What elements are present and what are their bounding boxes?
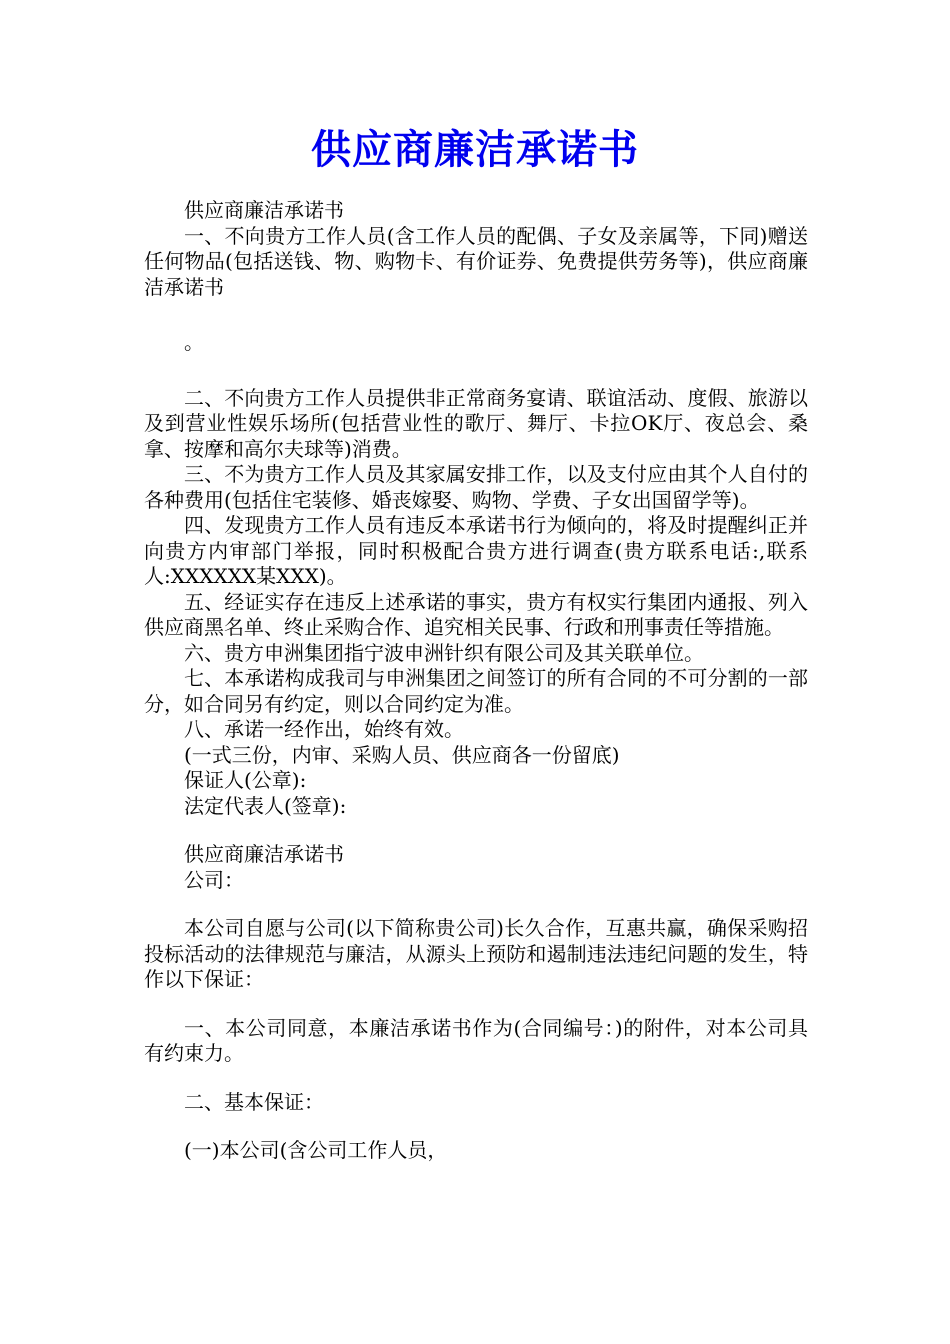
paragraph: 二、基本保证： [184,1089,324,1114]
paragraph: 一、本公司同意，本廉洁承诺书作为(合同编号：)的附件，对本公司具有约束力。 [144,1015,808,1065]
paragraph: 六、贵方申洲集团指宁波申洲针织有限公司及其关联单位。 [184,640,704,665]
paragraph: 七、本承诺构成我司与申洲集团之间签订的所有合同的不可分割的一部分，如合同另有约定，则以合同约定为准。 [144,666,808,716]
paragraph: 公司： [184,867,244,892]
paragraph: 保证人(公章): [184,768,307,792]
paragraph: 供应商廉洁承诺书 [184,842,344,866]
paragraph: 三、不为贵方工作人员及其家属安排工作，以及支付应由其个人自付的各种费用(包括住宅装修、婚丧嫁娶、购物、学费、子女出国留学等)。 [144,462,808,512]
paragraph: 。 [184,330,204,354]
paragraph: 供应商廉洁承诺书 [184,198,344,222]
paragraph: 一、不向贵方工作人员(含工作人员的配偶、子女及亲属等，下同)赠送任何物品(包括送钱、物、购物卡、有价证券、免费提供劳务等)，供应商廉洁承诺书 [144,223,808,299]
paragraph: 八、承诺一经作出，始终有效。 [184,717,464,741]
paragraph: (一式三份，内审、采购人员、供应商各一份留底) [184,742,620,767]
paragraph: 四、发现贵方工作人员有违反本承诺书行为倾向的，将及时提醒纠正并向贵方内审部门举报，同时积极配合贵方进行调查(贵方联系电话:,联系人:XXXXXX某XXX)。 [144,513,808,588]
paragraph: 本公司自愿与公司(以下简称贵公司)长久合作，互惠共赢，确保采购招投标活动的法律规范与廉洁，从源头上预防和遏制违法违纪问题的发生，特作以下保证： [144,916,808,991]
paragraph: (一)本公司(含公司工作人员， [184,1138,448,1162]
paragraph: 二、不向贵方工作人员提供非正常商务宴请、联谊活动、度假、旅游以及到营业性娱乐场所(包括营业性的歌厅、舞厅、卡拉OK厅、夜总会、桑拿、按摩和高尔夫球等)消费。 [144,385,808,461]
paragraph: 五、经证实存在违反上述承诺的事实，贵方有权实行集团内通报、列入供应商黑名单、终止采购合作、追究相关民事、行政和刑事责任等措施。 [144,589,808,639]
paragraph: 法定代表人(签章): [184,793,347,818]
document-body [144,198,808,1164]
document-title: 供应商廉洁承诺书 [311,127,639,173]
